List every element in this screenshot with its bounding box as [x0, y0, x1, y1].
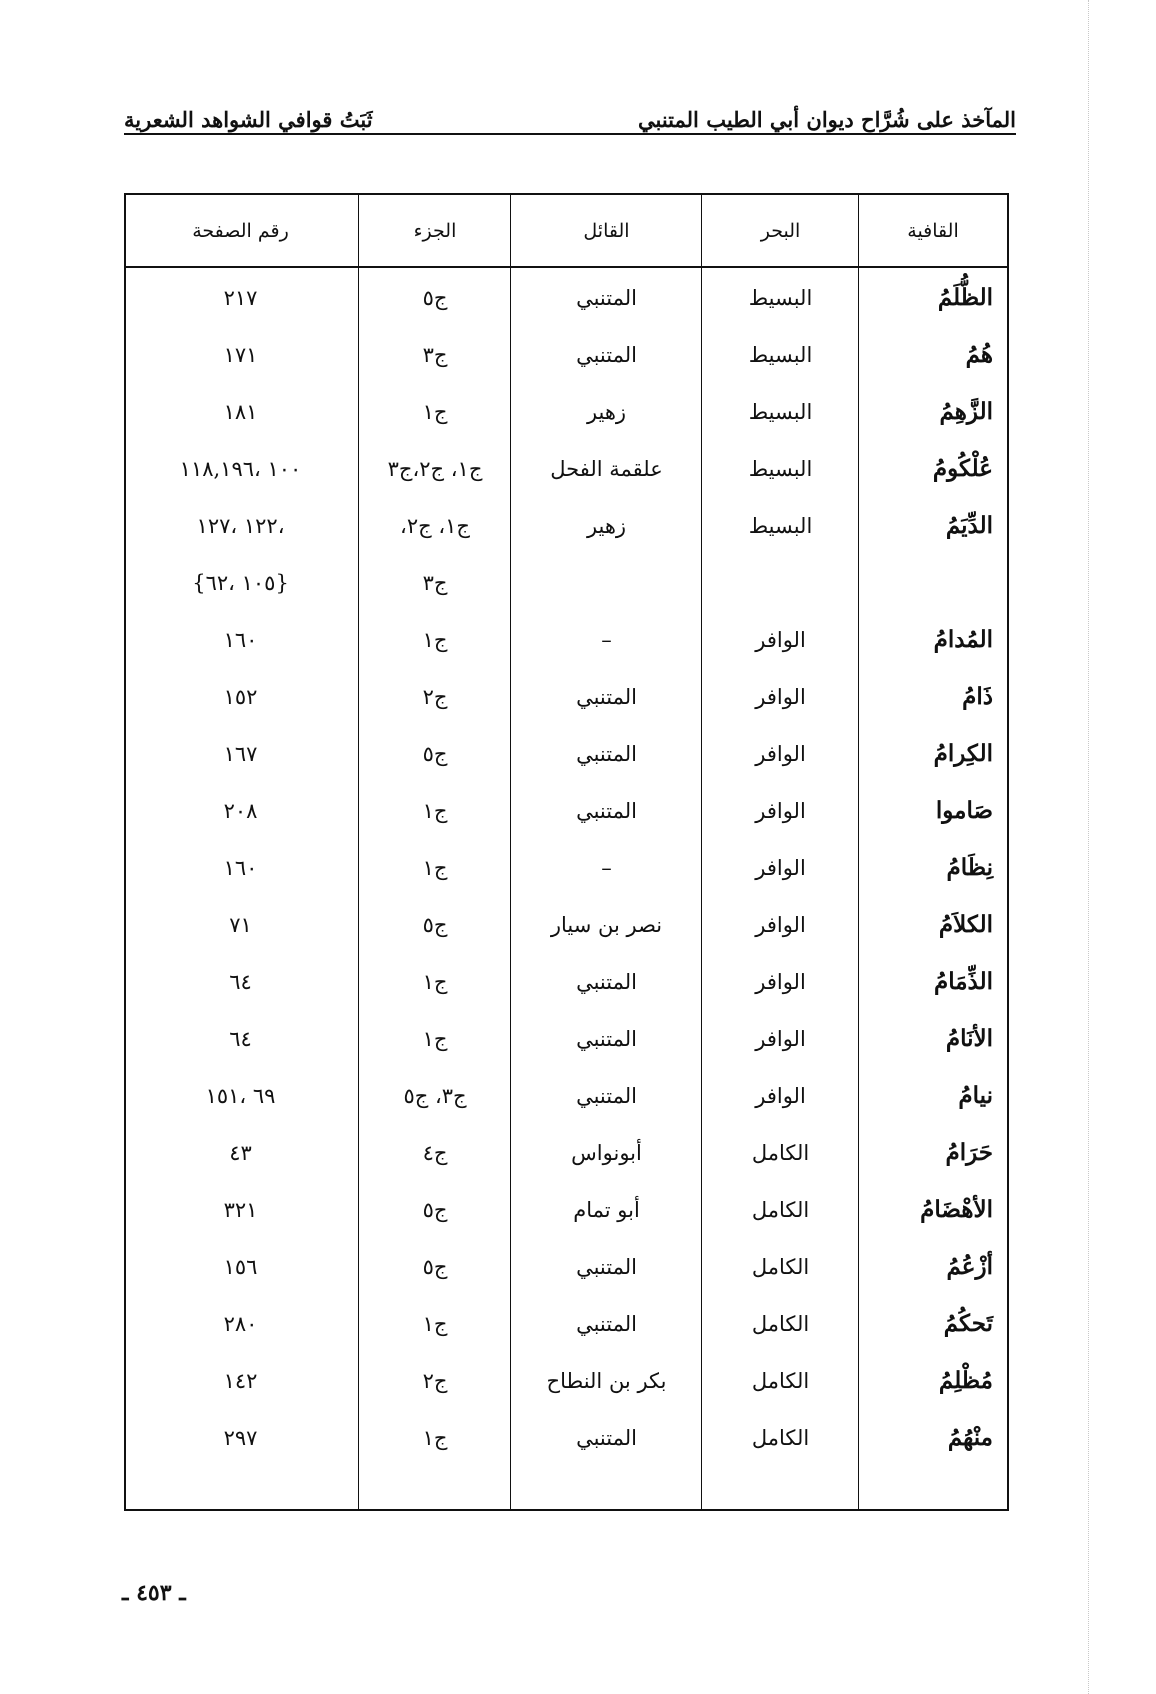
cell-poet: المتنبي [576, 684, 637, 709]
cell-poet: المتنبي [576, 969, 637, 994]
cell-volume: ج٥ [422, 912, 448, 937]
column-header-volume: الجزء [413, 219, 457, 242]
cell-pages: ٦٤ [229, 969, 252, 994]
cell-volume: ج١ [422, 969, 448, 994]
cell-poet: المتنبي [576, 1254, 637, 1279]
cell-poet: زهير [586, 513, 627, 538]
cell-volume: ج٣، ج٥ [403, 1083, 467, 1108]
cell-pages: ٣٢١ [223, 1197, 258, 1222]
page-number: ـ ٤٥٣ ـ [122, 1580, 186, 1606]
cell-pages: ٤٣ [229, 1140, 252, 1165]
table-row [126, 440, 1007, 497]
cell-pages: ١٤٢ [223, 1368, 258, 1393]
table-row [126, 269, 1007, 326]
cell-pages: ٢٨٠ [223, 1311, 258, 1336]
cell-rhyme: الأهْضَامُ [920, 1196, 993, 1223]
cell-meter: الكامل [751, 1254, 810, 1279]
cell-rhyme: ذَامُ [962, 683, 993, 710]
cell-volume: ج١، ج٢، [400, 513, 470, 538]
cell-pages: ٢٩٧ [223, 1425, 258, 1450]
cell-pages: ١٨١ [223, 399, 258, 424]
cell-poet: المتنبي [576, 741, 637, 766]
table-row [126, 1181, 1007, 1238]
running-header [124, 92, 1016, 132]
cell-meter: الوافر [755, 627, 806, 652]
cell-meter: الوافر [755, 855, 806, 880]
cell-poet: المتنبي [576, 1026, 637, 1051]
cell-poet: بكر بن النطاح [546, 1368, 667, 1393]
cell-rhyme: هُمُ [965, 341, 993, 368]
cell-meter: الكامل [751, 1425, 810, 1450]
cell-rhyme: المُدامُ [933, 626, 993, 653]
cell-rhyme [859, 554, 1007, 611]
cell-rhyme: الدِّيَمُ [945, 512, 993, 539]
cell-poet: أبو تمام [573, 1197, 640, 1222]
cell-rhyme: عُلْكُومُ [932, 455, 993, 482]
cell-rhyme: الزَّهِمُ [939, 398, 993, 425]
cell-volume: ج١ [422, 1425, 448, 1450]
cell-pages: ٢٠٨ [223, 798, 258, 823]
cell-meter [702, 554, 859, 611]
cell-meter: الكامل [751, 1368, 810, 1393]
cell-pages: ،١٢٢ ،١٢٧ [196, 513, 285, 538]
column-header-rhyme: القافية [907, 219, 959, 242]
cell-poet: أبونواس [571, 1140, 642, 1165]
cell-meter: الوافر [755, 1026, 806, 1051]
cell-volume: ج١ [422, 627, 448, 652]
cell-volume: ج٥ [422, 741, 448, 766]
cell-volume: ج١ [422, 1026, 448, 1051]
cell-poet: – [601, 855, 612, 880]
column-header-poet: القائل [583, 219, 630, 242]
cell-poet: المتنبي [576, 342, 637, 367]
table-row [126, 1124, 1007, 1181]
table-row [126, 611, 1007, 668]
cell-poet: علقمة الفحل [550, 456, 663, 481]
rhymes-index-table [124, 193, 1009, 1511]
running-header-book-title: المآخذ على شُرَّاح ديوان أبي الطيب المتنبي [638, 107, 1016, 132]
cell-volume: ج٢ [422, 1368, 448, 1393]
cell-pages: ١٥٦ [223, 1254, 258, 1279]
cell-pages: ١٦٠ [223, 855, 258, 880]
cell-meter: الكامل [751, 1311, 810, 1336]
cell-poet: المتنبي [576, 285, 637, 310]
cell-poet: – [601, 627, 612, 652]
cell-rhyme: صَاموا [935, 797, 993, 824]
cell-pages: ١٠٠ ،١١٨,١٩٦ [179, 456, 302, 481]
table-row [126, 1409, 1007, 1466]
cell-volume: ج١ [422, 798, 448, 823]
header-row-rule [126, 266, 1007, 268]
cell-meter: الوافر [755, 969, 806, 994]
cell-meter: البسيط [748, 513, 813, 538]
column-header-page: رقم الصفحة [192, 219, 289, 242]
cell-rhyme: الظُّلَمُ [937, 284, 993, 311]
cell-rhyme: أزْعُمُ [946, 1253, 993, 1280]
cell-volume: ج٣ [422, 342, 448, 367]
table-row [126, 326, 1007, 383]
table-row [126, 1352, 1007, 1409]
cell-meter: الوافر [755, 741, 806, 766]
cell-meter: الكامل [751, 1197, 810, 1222]
table-row [126, 1067, 1007, 1124]
cell-poet [511, 554, 702, 611]
cell-meter: البسيط [748, 342, 813, 367]
table-row [126, 725, 1007, 782]
cell-rhyme: تَحكُمُ [943, 1310, 993, 1337]
page-edge-line [1088, 0, 1089, 1694]
cell-meter: البسيط [748, 285, 813, 310]
table-row [126, 953, 1007, 1010]
cell-rhyme: الكلاَمُ [938, 911, 993, 938]
table-row [126, 497, 1007, 554]
cell-volume: ج١، ج٢،ج٣ [387, 456, 483, 481]
table-row [126, 1238, 1007, 1295]
cell-pages: ١٦٧ [223, 741, 258, 766]
cell-pages: {١٠٥ ،٦٢} [192, 570, 289, 595]
cell-meter: البسيط [748, 456, 813, 481]
cell-volume: ج١ [422, 1311, 448, 1336]
cell-poet: نصر بن سيار [550, 912, 663, 937]
table-row [126, 1295, 1007, 1352]
cell-pages: ٦٩ ،١٥١ [205, 1083, 276, 1108]
cell-poet: المتنبي [576, 1311, 637, 1336]
table-row [126, 1010, 1007, 1067]
cell-poet: زهير [586, 399, 627, 424]
running-header-section-title: ثَبَتُ قوافي الشواهد الشعرية [124, 107, 373, 132]
cell-pages: ٦٤ [229, 1026, 252, 1051]
cell-pages: ١٦٠ [223, 627, 258, 652]
cell-pages: ٧١ [229, 912, 252, 937]
cell-meter: الوافر [755, 1083, 806, 1108]
cell-volume: ج٥ [422, 1254, 448, 1279]
cell-meter: الكامل [751, 1140, 810, 1165]
cell-pages: ٢١٧ [223, 285, 258, 310]
cell-volume: ج٢ [422, 684, 448, 709]
cell-meter: الوافر [755, 912, 806, 937]
cell-rhyme: الذِّمَامُ [933, 968, 993, 995]
table-row [126, 383, 1007, 440]
cell-pages: ١٥٢ [223, 684, 258, 709]
column-header-meter: البحر [760, 219, 801, 242]
cell-rhyme: منْهُمُ [947, 1424, 993, 1451]
cell-pages: ١٧١ [223, 342, 258, 367]
table-row [126, 839, 1007, 896]
cell-rhyme: الأنَامُ [945, 1025, 993, 1052]
cell-rhyme: مُظْلِمُ [938, 1367, 993, 1394]
cell-volume: ج٤ [422, 1140, 448, 1165]
cell-rhyme: الكِرامُ [933, 740, 993, 767]
table-row [126, 896, 1007, 953]
cell-meter: الوافر [755, 684, 806, 709]
header-rule [124, 133, 1016, 135]
cell-meter: الوافر [755, 798, 806, 823]
table-row [126, 782, 1007, 839]
cell-meter: البسيط [748, 399, 813, 424]
cell-volume: ج١ [422, 399, 448, 424]
table-row [126, 554, 1007, 611]
table-row [126, 668, 1007, 725]
cell-volume: ج٥ [422, 1197, 448, 1222]
cell-rhyme: نيامُ [958, 1082, 993, 1109]
cell-rhyme: حَرَامُ [945, 1139, 993, 1166]
cell-volume: ج١ [422, 855, 448, 880]
cell-rhyme: نِظَامُ [946, 854, 993, 881]
cell-poet: المتنبي [576, 1083, 637, 1108]
cell-volume: ج٣ [422, 570, 448, 595]
cell-poet: المتنبي [576, 1425, 637, 1450]
cell-poet: المتنبي [576, 798, 637, 823]
cell-volume: ج٥ [422, 285, 448, 310]
